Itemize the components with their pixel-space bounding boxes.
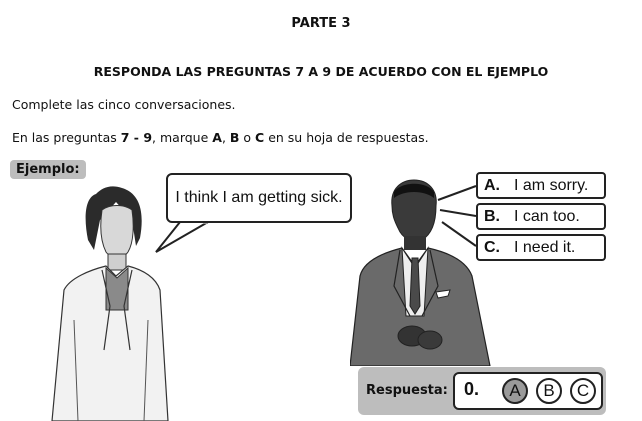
answer-number: 0. [464,379,480,399]
letter-b: B [229,130,240,145]
option-text: I am sorry. [514,176,589,194]
option-letter: C. [484,238,500,256]
text-fragment: o [239,130,256,145]
option-letter: B. [484,207,500,225]
answer-choice-a[interactable]: A [502,378,528,404]
option-text: I need it. [514,238,576,256]
text-fragment: en su hoja de respuestas. [264,130,429,145]
option-letter: A. [484,176,500,194]
option-text: I can too. [514,207,580,225]
answer-choice-c[interactable]: C [570,378,596,404]
question-range: 7 - 9 [120,130,153,145]
instruction-text-2 [12,130,429,145]
letter-c: C [255,130,265,145]
letter-a: A [212,130,222,145]
speech-bubble: I think I am getting sick. [166,173,352,223]
instruction-heading: RESPONDA LAS PREGUNTAS 7 A 9 DE ACUERDO CON EL EJEMPLO [93,64,549,79]
speech-bubble-tail [150,218,220,258]
woman-illustration [44,180,174,421]
part-title: PARTE 3 [291,16,351,31]
answer-label: Respuesta: [366,383,448,398]
example-label: Ejemplo: [10,160,86,179]
answer-choice-b[interactable]: B [536,378,562,404]
text-fragment: , [221,130,230,145]
option-a [476,172,606,199]
text-fragment: , marque [152,130,213,145]
option-b [476,203,606,230]
text-fragment: En las preguntas [12,130,121,145]
instruction-text-1: Complete las cinco conversaciones. [12,97,236,112]
option-c [476,234,606,261]
